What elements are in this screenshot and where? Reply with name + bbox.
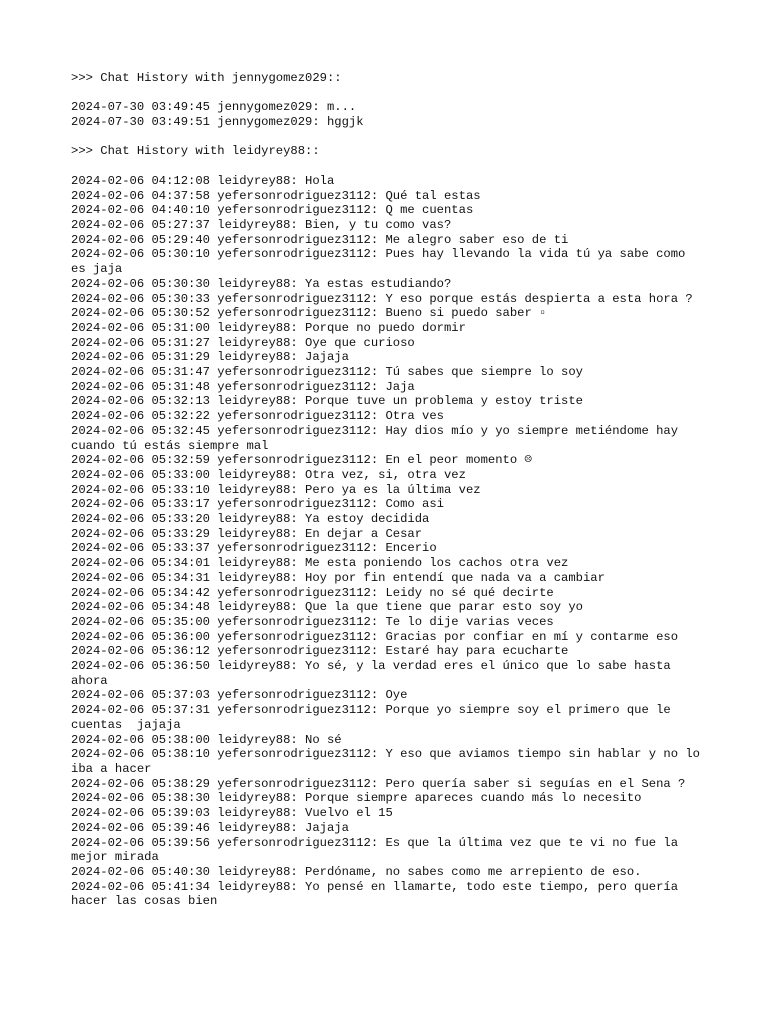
blank-line bbox=[71, 130, 703, 145]
message-line: 2024-02-06 05:31:00 leidyrey88: Porque no puedo dormir bbox=[71, 320, 466, 335]
message-line: 2024-02-06 05:32:59 yefersonrodriguez3112: En el peor momento ☹ bbox=[71, 453, 532, 468]
blank-line bbox=[71, 86, 703, 101]
section-header: >>> Chat History with leidyrey88:: bbox=[71, 144, 320, 159]
message-line: 2024-02-06 05:40:30 leidyrey88: Perdóname, no sabes como me arrepiento de eso. bbox=[71, 864, 642, 879]
message-line: 2024-02-06 05:33:17 yefersonrodriguez3112: Como asi bbox=[71, 497, 444, 512]
message-line: 2024-07-30 03:49:51 jennygomez029: hggjk bbox=[71, 115, 364, 130]
message-line: 2024-02-06 05:38:30 leidyrey88: Porque siempre apareces cuando más lo necesito bbox=[71, 791, 642, 806]
message-line: 2024-02-06 05:34:42 yefersonrodriguez3112: Leidy no sé qué decirte bbox=[71, 585, 554, 600]
message-line: 2024-02-06 04:40:10 yefersonrodriguez3112: Q me cuentas bbox=[71, 203, 474, 218]
message-line: 2024-02-06 05:35:00 yefersonrodriguez3112: Te lo dije varias veces bbox=[71, 614, 554, 629]
message-line: 2024-02-06 04:12:08 leidyrey88: Hola bbox=[71, 173, 335, 188]
message-line: 2024-02-06 05:31:47 yefersonrodriguez3112: Tú sabes que siempre lo soy bbox=[71, 365, 583, 380]
message-line: 2024-02-06 05:31:48 yefersonrodriguez3112: Jaja bbox=[71, 379, 415, 394]
message-line: 2024-02-06 05:34:01 leidyrey88: Me esta poniendo los cachos otra vez bbox=[71, 556, 569, 571]
section-header: >>> Chat History with jennygomez029:: bbox=[71, 71, 342, 85]
message-line: 2024-02-06 04:37:58 yefersonrodriguez3112: Qué tal estas bbox=[71, 188, 481, 203]
message-line: 2024-02-06 05:34:31 leidyrey88: Hoy por fin entendí que nada va a cambiar bbox=[71, 570, 605, 585]
message-line: 2024-02-06 05:30:33 yefersonrodriguez3112: Y eso porque estás despierta a esta hora ? bbox=[71, 291, 693, 306]
blank-line bbox=[71, 159, 703, 174]
message-line: 2024-02-06 05:32:13 leidyrey88: Porque tuve un problema y estoy triste bbox=[71, 394, 583, 409]
message-line: 2024-02-06 05:36:00 yefersonrodriguez3112: Gracias por confiar en mí y contarme eso bbox=[71, 629, 679, 644]
message-line: 2024-02-06 05:39:03 leidyrey88: Vuelvo el 15 bbox=[71, 806, 393, 821]
message-line: 2024-02-06 05:34:48 leidyrey88: Que la que tiene que parar esto soy yo bbox=[71, 600, 583, 615]
message-line: 2024-02-06 05:30:10 yefersonrodriguez3112: Pues hay llevando la vida tú ya sabe como es jaja bbox=[71, 247, 693, 277]
message-line: 2024-02-06 05:31:29 leidyrey88: Jajaja bbox=[71, 350, 349, 365]
message-line: 2024-02-06 05:33:10 leidyrey88: Pero ya es la última vez bbox=[71, 482, 481, 497]
message-line: 2024-02-06 05:29:40 yefersonrodriguez3112: Me alegro saber eso de ti bbox=[71, 232, 569, 247]
chat-section-jennygomez029 bbox=[71, 71, 703, 130]
message-line: 2024-02-06 05:38:10 yefersonrodriguez3112: Y eso que aviamos tiempo sin hablar y no lo iba a hacer bbox=[71, 747, 708, 776]
message-line: 2024-02-06 05:39:56 yefersonrodriguez3112: Es que la última vez que te vi no fue la mejor mirada bbox=[71, 835, 686, 865]
message-line: 2024-02-06 05:39:46 leidyrey88: Jajaja bbox=[71, 820, 349, 835]
message-line: 2024-02-06 05:32:45 yefersonrodriguez3112: Hay dios mío y yo siempre metiéndome hay cuando tú estás siempre mal bbox=[71, 423, 686, 453]
message-line: 2024-02-06 05:37:31 yefersonrodriguez3112: Porque yo siempre soy el primero que le cuentas jajaja bbox=[71, 703, 679, 732]
message-list bbox=[71, 173, 708, 909]
message-line: 2024-02-06 05:30:30 leidyrey88: Ya estas estudiando? bbox=[71, 276, 452, 291]
message-line: 2024-02-06 05:30:52 yefersonrodriguez3112: Bueno si puedo saber ▫ bbox=[71, 306, 547, 321]
message-line: 2024-02-06 05:36:12 yefersonrodriguez3112: Estaré hay para ecucharte bbox=[71, 644, 569, 659]
message-line: 2024-02-06 05:38:29 yefersonrodriguez3112: Pero quería saber si seguías en el Sena ? bbox=[71, 776, 686, 791]
message-line: 2024-02-06 05:32:22 yefersonrodriguez3112: Otra ves bbox=[71, 409, 444, 424]
chat-history-document bbox=[71, 71, 708, 909]
message-line: 2024-02-06 05:33:29 leidyrey88: En dejar a Cesar bbox=[71, 526, 423, 541]
chat-section-leidyrey88 bbox=[71, 144, 708, 909]
message-line: 2024-02-06 05:38:00 leidyrey88: No sé bbox=[71, 732, 342, 747]
message-line: 2024-02-06 05:31:27 leidyrey88: Oye que curioso bbox=[71, 335, 415, 350]
message-line: 2024-02-06 05:33:37 yefersonrodriguez3112: Encerio bbox=[71, 541, 437, 556]
message-line: 2024-07-30 03:49:45 jennygomez029: m... bbox=[71, 100, 357, 115]
message-line: 2024-02-06 05:27:37 leidyrey88: Bien, y tu como vas? bbox=[71, 217, 452, 232]
message-line: 2024-02-06 05:36:50 leidyrey88: Yo sé, y la verdad eres el único que lo sabe hasta ahora bbox=[71, 659, 679, 688]
message-line: 2024-02-06 05:33:20 leidyrey88: Ya estoy decidida bbox=[71, 512, 430, 527]
message-line: 2024-02-06 05:37:03 yefersonrodriguez3112: Oye bbox=[71, 688, 408, 703]
message-line: 2024-02-06 05:41:34 leidyrey88: Yo pensé en llamarte, todo este tiempo, pero quería hacer las cosas bien bbox=[71, 879, 686, 909]
message-line: 2024-02-06 05:33:00 leidyrey88: Otra vez, si, otra vez bbox=[71, 467, 466, 482]
